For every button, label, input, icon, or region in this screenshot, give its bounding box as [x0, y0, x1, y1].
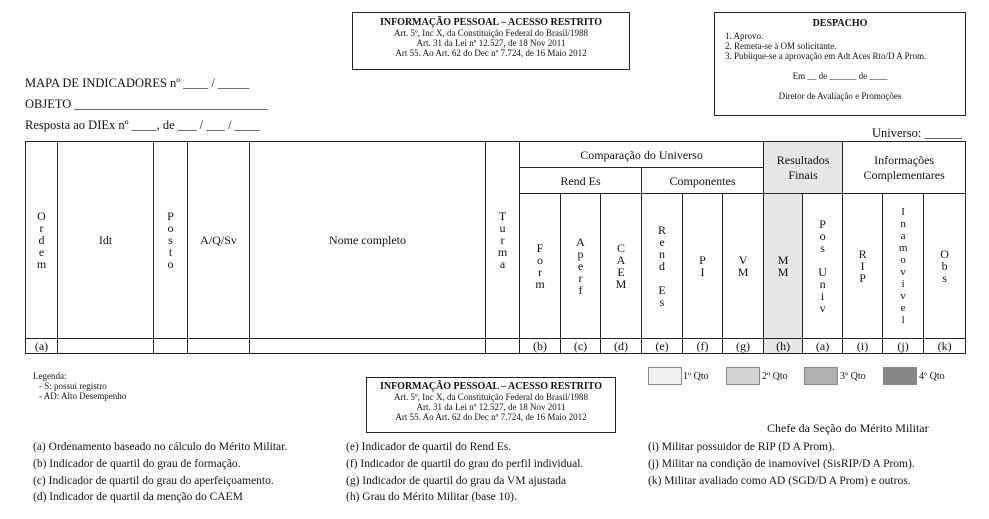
letter-cell: (d) [601, 339, 642, 354]
footnote: (g) Indicador de quartil do grau da VM ajustada [346, 474, 567, 487]
letter-cell: (i) [843, 339, 883, 354]
notice-line: Art. 5º, Inc X, da Constituição Federal do Brasil/1988 [393, 28, 588, 38]
restricted-notice-title: INFORMAÇÃO PESSOAL – ACESSO RESTRITO [379, 17, 603, 28]
quartil-4-swatch [883, 367, 917, 385]
letter-cell: (a) [803, 339, 843, 354]
quartil-1-swatch [648, 367, 682, 385]
letter-cell: (j) [883, 339, 924, 354]
quartil-4-label: 4º Qto [919, 371, 945, 382]
footnote: (h) Grau do Mérito Militar (base 10). [346, 491, 517, 504]
footnote: (e) Indicador de quartil do Rend Es. [346, 441, 512, 453]
col-rip: R I P [843, 194, 883, 339]
despacho-item: 3. Publique-se a aprovação em Adt Aces Rto/D A Prom. [725, 51, 927, 61]
col-form: F o r m [520, 194, 561, 339]
despacho-box [714, 12, 966, 116]
col-aqsv: A/Q/Sv [188, 142, 250, 339]
letter-cell: (b) [520, 339, 561, 354]
chefe-signature: Chefe da Seção do Mérito Militar [767, 421, 929, 435]
quartil-2-swatch [726, 367, 760, 385]
legenda-title: Legenda: [33, 371, 67, 381]
notice-line: Art 55. Ao Art. 62 do Dec nº 7.724, de 16 Maio 2012 [395, 48, 587, 58]
resposta-field: Resposta ao DIEx nº ____, de ___ / ___ / ____ [25, 118, 260, 132]
group-componentes: Componentes [642, 168, 764, 194]
col-ordem: O r d e m [26, 142, 58, 339]
col-rend-es: R e n d E s [642, 194, 683, 339]
despacho-item: 2. Remeta-se à OM solicitante. [725, 41, 837, 51]
group-comparacao-universo: Comparação do Universo [520, 142, 764, 168]
footnotes-col-1 [33, 439, 287, 506]
quartil-3-swatch [804, 367, 838, 385]
restricted-notice-title: INFORMAÇÃO PESSOAL – ACESSO RESTRITO [379, 381, 603, 392]
restricted-notice-top [352, 12, 630, 70]
letter-cell: (f) [683, 339, 723, 354]
notice-line: Art 55. Ao Art. 62 do Dec nº 7.724, de 16 Maio 2012 [395, 412, 587, 422]
letter-cell: (e) [642, 339, 683, 354]
col-nome-completo: Nome completo [250, 142, 486, 339]
footnote: (d) Indicador de quartil da menção do CAEM [33, 491, 243, 504]
empty-cell [486, 339, 520, 354]
mapa-field: MAPA DE INDICADORES nº ____ / _____ [25, 76, 250, 90]
quartil-3-label: 3º Qto [840, 371, 866, 382]
col-mm: M M [764, 194, 803, 339]
empty-cell [250, 339, 486, 354]
despacho-signature: Diretor de Avaliação e Promoções [778, 91, 902, 101]
footnote: (a) Ordenamento baseado no cálculo do Mérito Militar. [33, 441, 288, 453]
footnote: (k) Militar avaliado como AD (SGD/D A Prom) e outros. [648, 474, 911, 487]
col-inamovivel: I n a m o v i v e l [883, 194, 924, 339]
letter-cell: (a) [26, 339, 58, 354]
restricted-notice-bottom [366, 377, 616, 433]
legenda-item: - AD: Alto Desempenho [39, 391, 127, 401]
legenda-item: - S: possui registro [39, 381, 107, 391]
quartil-2-label: 2º Qto [762, 371, 788, 382]
col-caem: C A E M [601, 194, 642, 339]
col-posto: P o s t o [154, 142, 188, 339]
footnote: (i) Militar possuidor de RIP (D A Prom). [648, 441, 835, 453]
col-obs: O b s [924, 194, 966, 339]
universo-field: Universo: ______ [872, 126, 962, 140]
objeto-field: OBJETO _______________________________ [25, 97, 269, 111]
group-informacoes-complementares: Informações Complementares [843, 142, 966, 194]
col-pos-univ: P o s U n i v [803, 194, 843, 339]
quartil-1-label: 1º Qto [683, 371, 709, 382]
footnote: (b) Indicador de quartil do grau de formação. [33, 457, 241, 470]
footnotes-col-3 [648, 439, 915, 489]
col-vm: V M [723, 194, 764, 339]
indicators-table [25, 141, 966, 354]
col-turma: T u r m a [486, 142, 520, 339]
empty-cell [58, 339, 154, 354]
despacho-title: DESPACHO [812, 18, 868, 29]
col-idt: Idt [58, 142, 154, 339]
letter-cell: (k) [924, 339, 966, 354]
footnote: (f) Indicador de quartil do grau do perfil individual. [346, 457, 584, 470]
notice-line: Art. 31 da Lei nº 12.527, de 18 Nov 2011 [416, 38, 566, 48]
letter-cell: (c) [561, 339, 601, 354]
group-rend-es: Rend Es [520, 168, 642, 194]
despacho-date-line: Em __ de ______ de ____ [792, 71, 888, 81]
letter-cell: (h) [764, 339, 803, 354]
footnote: (c) Indicador de quartil do grau do aperfeiçoamento. [33, 474, 274, 487]
empty-cell [188, 339, 250, 354]
notice-line: Art. 5º, Inc X, da Constituição Federal do Brasil/1988 [393, 392, 588, 402]
col-aperf: A p e r f [561, 194, 601, 339]
footnote: (j) Militar na condição de inamovível (SisRIP/D A Prom). [648, 457, 915, 470]
group-resultados-finais: Resultados Finais [764, 142, 843, 194]
col-pi: P I [683, 194, 723, 339]
letter-cell: (g) [723, 339, 764, 354]
empty-cell [154, 339, 188, 354]
notice-line: Art. 31 da Lei nº 12.527, de 18 Nov 2011 [416, 402, 566, 412]
footnotes-col-2 [346, 439, 583, 506]
legenda [33, 371, 126, 401]
despacho-item: 1. Aprovo. [725, 31, 764, 41]
